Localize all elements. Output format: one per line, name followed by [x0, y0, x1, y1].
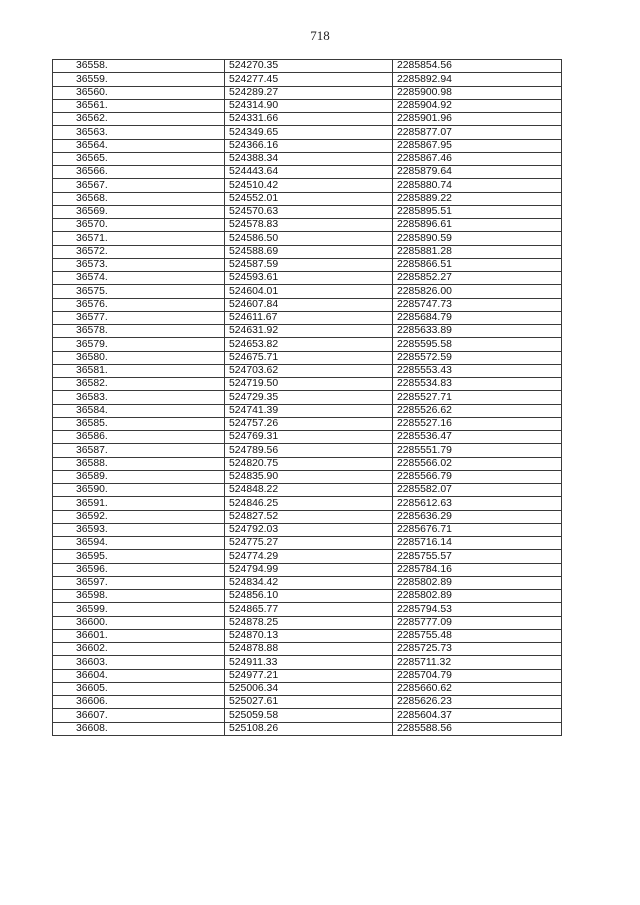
x-coordinate-cell: 524789.56 [225, 444, 393, 457]
y-coordinate-cell: 2285867.46 [392, 152, 561, 165]
table-row [53, 179, 562, 192]
y-coordinate-cell: 2285895.51 [392, 205, 561, 218]
x-coordinate-cell: 524911.33 [225, 656, 393, 669]
point-number-cell: 36601. [53, 629, 225, 642]
y-coordinate-cell: 2285534.83 [392, 378, 561, 391]
y-coordinate-cell: 2285595.58 [392, 338, 561, 351]
table-row [53, 669, 562, 682]
y-coordinate-cell: 2285711.32 [392, 656, 561, 669]
x-coordinate-cell: 524631.92 [225, 325, 393, 338]
point-number-cell: 36587. [53, 444, 225, 457]
y-coordinate-cell: 2285826.00 [392, 285, 561, 298]
point-number-cell: 36571. [53, 232, 225, 245]
x-coordinate-cell: 524331.66 [225, 113, 393, 126]
x-coordinate-cell: 524741.39 [225, 404, 393, 417]
x-coordinate-cell: 524366.16 [225, 139, 393, 152]
table-row [53, 629, 562, 642]
point-number-cell: 36566. [53, 166, 225, 179]
x-coordinate-cell: 524834.42 [225, 576, 393, 589]
table-row [53, 219, 562, 232]
y-coordinate-cell: 2285802.89 [392, 576, 561, 589]
table-row [53, 457, 562, 470]
point-number-cell: 36582. [53, 378, 225, 391]
table-row [53, 99, 562, 112]
x-coordinate-cell: 524835.90 [225, 470, 393, 483]
x-coordinate-cell: 524769.31 [225, 431, 393, 444]
table-row [53, 497, 562, 510]
point-number-cell: 36558. [53, 60, 225, 73]
point-number-cell: 36596. [53, 563, 225, 576]
table-row [53, 391, 562, 404]
table-row [53, 417, 562, 430]
x-coordinate-cell: 524827.52 [225, 510, 393, 523]
table-row [53, 311, 562, 324]
point-number-cell: 36565. [53, 152, 225, 165]
x-coordinate-cell: 524570.63 [225, 205, 393, 218]
x-coordinate-cell: 524443.64 [225, 166, 393, 179]
coordinates-table [52, 59, 562, 736]
table-row [53, 709, 562, 722]
x-coordinate-cell: 524388.34 [225, 152, 393, 165]
x-coordinate-cell: 524349.65 [225, 126, 393, 139]
x-coordinate-cell: 524870.13 [225, 629, 393, 642]
y-coordinate-cell: 2285716.14 [392, 537, 561, 550]
table-row [53, 338, 562, 351]
table-row [53, 86, 562, 99]
y-coordinate-cell: 2285725.73 [392, 643, 561, 656]
x-coordinate-cell: 524604.01 [225, 285, 393, 298]
table-row [53, 656, 562, 669]
point-number-cell: 36560. [53, 86, 225, 99]
y-coordinate-cell: 2285904.92 [392, 99, 561, 112]
table-row [53, 113, 562, 126]
table-row [53, 166, 562, 179]
y-coordinate-cell: 2285604.37 [392, 709, 561, 722]
x-coordinate-cell: 524653.82 [225, 338, 393, 351]
table-row [53, 590, 562, 603]
point-number-cell: 36598. [53, 590, 225, 603]
y-coordinate-cell: 2285879.64 [392, 166, 561, 179]
table-row [53, 431, 562, 444]
y-coordinate-cell: 2285612.63 [392, 497, 561, 510]
x-coordinate-cell: 524775.27 [225, 537, 393, 550]
table-row [53, 126, 562, 139]
table-row [53, 258, 562, 271]
x-coordinate-cell: 524314.90 [225, 99, 393, 112]
point-number-cell: 36594. [53, 537, 225, 550]
point-number-cell: 36583. [53, 391, 225, 404]
x-coordinate-cell: 525059.58 [225, 709, 393, 722]
table-row [53, 272, 562, 285]
point-number-cell: 36605. [53, 682, 225, 695]
table-row [53, 470, 562, 483]
x-coordinate-cell: 524878.88 [225, 643, 393, 656]
y-coordinate-cell: 2285890.59 [392, 232, 561, 245]
x-coordinate-cell: 524588.69 [225, 245, 393, 258]
table-row [53, 139, 562, 152]
y-coordinate-cell: 2285852.27 [392, 272, 561, 285]
point-number-cell: 36562. [53, 113, 225, 126]
table-row [53, 682, 562, 695]
point-number-cell: 36580. [53, 351, 225, 364]
point-number-cell: 36604. [53, 669, 225, 682]
table-row [53, 537, 562, 550]
x-coordinate-cell: 524878.25 [225, 616, 393, 629]
y-coordinate-cell: 2285901.96 [392, 113, 561, 126]
x-coordinate-cell: 525027.61 [225, 696, 393, 709]
y-coordinate-cell: 2285802.89 [392, 590, 561, 603]
x-coordinate-cell: 524757.26 [225, 417, 393, 430]
y-coordinate-cell: 2285755.57 [392, 550, 561, 563]
x-coordinate-cell: 524607.84 [225, 298, 393, 311]
point-number-cell: 36600. [53, 616, 225, 629]
y-coordinate-cell: 2285866.51 [392, 258, 561, 271]
point-number-cell: 36597. [53, 576, 225, 589]
table-row [53, 351, 562, 364]
x-coordinate-cell: 524703.62 [225, 364, 393, 377]
y-coordinate-cell: 2285633.89 [392, 325, 561, 338]
y-coordinate-cell: 2285747.73 [392, 298, 561, 311]
y-coordinate-cell: 2285676.71 [392, 523, 561, 536]
page-number: 718 [310, 28, 330, 43]
table-row [53, 444, 562, 457]
point-number-cell: 36595. [53, 550, 225, 563]
x-coordinate-cell: 524719.50 [225, 378, 393, 391]
table-row [53, 576, 562, 589]
y-coordinate-cell: 2285755.48 [392, 629, 561, 642]
y-coordinate-cell: 2285582.07 [392, 484, 561, 497]
point-number-cell: 36569. [53, 205, 225, 218]
y-coordinate-cell: 2285881.28 [392, 245, 561, 258]
table-row [53, 378, 562, 391]
point-number-cell: 36599. [53, 603, 225, 616]
x-coordinate-cell: 524865.77 [225, 603, 393, 616]
point-number-cell: 36608. [53, 722, 225, 735]
table-row [53, 73, 562, 86]
x-coordinate-cell: 524510.42 [225, 179, 393, 192]
x-coordinate-cell: 524611.67 [225, 311, 393, 324]
table-row [53, 205, 562, 218]
x-coordinate-cell: 524794.99 [225, 563, 393, 576]
y-coordinate-cell: 2285877.07 [392, 126, 561, 139]
point-number-cell: 36573. [53, 258, 225, 271]
table-row [53, 563, 562, 576]
point-number-cell: 36570. [53, 219, 225, 232]
y-coordinate-cell: 2285889.22 [392, 192, 561, 205]
x-coordinate-cell: 524552.01 [225, 192, 393, 205]
point-number-cell: 36593. [53, 523, 225, 536]
table-row [53, 232, 562, 245]
point-number-cell: 36588. [53, 457, 225, 470]
x-coordinate-cell: 524289.27 [225, 86, 393, 99]
y-coordinate-cell: 2285704.79 [392, 669, 561, 682]
x-coordinate-cell: 524792.03 [225, 523, 393, 536]
table-row [53, 404, 562, 417]
x-coordinate-cell: 524856.10 [225, 590, 393, 603]
y-coordinate-cell: 2285896.61 [392, 219, 561, 232]
point-number-cell: 36561. [53, 99, 225, 112]
y-coordinate-cell: 2285566.79 [392, 470, 561, 483]
table-row [53, 603, 562, 616]
table-row [53, 364, 562, 377]
point-number-cell: 36590. [53, 484, 225, 497]
table-row [53, 192, 562, 205]
point-number-cell: 36563. [53, 126, 225, 139]
x-coordinate-cell: 524587.59 [225, 258, 393, 271]
point-number-cell: 36606. [53, 696, 225, 709]
y-coordinate-cell: 2285536.47 [392, 431, 561, 444]
point-number-cell: 36591. [53, 497, 225, 510]
y-coordinate-cell: 2285784.16 [392, 563, 561, 576]
y-coordinate-cell: 2285626.23 [392, 696, 561, 709]
y-coordinate-cell: 2285566.02 [392, 457, 561, 470]
y-coordinate-cell: 2285527.16 [392, 417, 561, 430]
y-coordinate-cell: 2285553.43 [392, 364, 561, 377]
y-coordinate-cell: 2285588.56 [392, 722, 561, 735]
x-coordinate-cell: 524578.83 [225, 219, 393, 232]
point-number-cell: 36574. [53, 272, 225, 285]
x-coordinate-cell: 524277.45 [225, 73, 393, 86]
point-number-cell: 36564. [53, 139, 225, 152]
x-coordinate-cell: 525006.34 [225, 682, 393, 695]
x-coordinate-cell: 524848.22 [225, 484, 393, 497]
x-coordinate-cell: 524820.75 [225, 457, 393, 470]
y-coordinate-cell: 2285551.79 [392, 444, 561, 457]
table-row [53, 523, 562, 536]
point-number-cell: 36589. [53, 470, 225, 483]
x-coordinate-cell: 524846.25 [225, 497, 393, 510]
point-number-cell: 36577. [53, 311, 225, 324]
x-coordinate-cell: 524675.71 [225, 351, 393, 364]
y-coordinate-cell: 2285900.98 [392, 86, 561, 99]
point-number-cell: 36567. [53, 179, 225, 192]
table-row [53, 152, 562, 165]
y-coordinate-cell: 2285854.56 [392, 60, 561, 73]
table-row [53, 722, 562, 735]
table-row [53, 298, 562, 311]
table-row [53, 325, 562, 338]
point-number-cell: 36586. [53, 431, 225, 444]
point-number-cell: 36602. [53, 643, 225, 656]
point-number-cell: 36579. [53, 338, 225, 351]
x-coordinate-cell: 524729.35 [225, 391, 393, 404]
point-number-cell: 36578. [53, 325, 225, 338]
y-coordinate-cell: 2285777.09 [392, 616, 561, 629]
y-coordinate-cell: 2285527.71 [392, 391, 561, 404]
y-coordinate-cell: 2285684.79 [392, 311, 561, 324]
y-coordinate-cell: 2285794.53 [392, 603, 561, 616]
table-row [53, 60, 562, 73]
point-number-cell: 36581. [53, 364, 225, 377]
point-number-cell: 36568. [53, 192, 225, 205]
point-number-cell: 36575. [53, 285, 225, 298]
x-coordinate-cell: 524977.21 [225, 669, 393, 682]
y-coordinate-cell: 2285660.62 [392, 682, 561, 695]
x-coordinate-cell: 524586.50 [225, 232, 393, 245]
point-number-cell: 36584. [53, 404, 225, 417]
y-coordinate-cell: 2285636.29 [392, 510, 561, 523]
table-row [53, 245, 562, 258]
table-row [53, 696, 562, 709]
y-coordinate-cell: 2285892.94 [392, 73, 561, 86]
point-number-cell: 36592. [53, 510, 225, 523]
point-number-cell: 36585. [53, 417, 225, 430]
table-row [53, 616, 562, 629]
point-number-cell: 36576. [53, 298, 225, 311]
x-coordinate-cell: 524593.61 [225, 272, 393, 285]
y-coordinate-cell: 2285880.74 [392, 179, 561, 192]
point-number-cell: 36559. [53, 73, 225, 86]
x-coordinate-cell: 524774.29 [225, 550, 393, 563]
y-coordinate-cell: 2285867.95 [392, 139, 561, 152]
x-coordinate-cell: 525108.26 [225, 722, 393, 735]
y-coordinate-cell: 2285526.62 [392, 404, 561, 417]
table-row [53, 510, 562, 523]
y-coordinate-cell: 2285572.59 [392, 351, 561, 364]
table-row [53, 550, 562, 563]
table-row [53, 285, 562, 298]
table-row [53, 484, 562, 497]
coordinates-table-body [53, 60, 562, 736]
x-coordinate-cell: 524270.35 [225, 60, 393, 73]
point-number-cell: 36603. [53, 656, 225, 669]
table-row [53, 643, 562, 656]
point-number-cell: 36572. [53, 245, 225, 258]
point-number-cell: 36607. [53, 709, 225, 722]
